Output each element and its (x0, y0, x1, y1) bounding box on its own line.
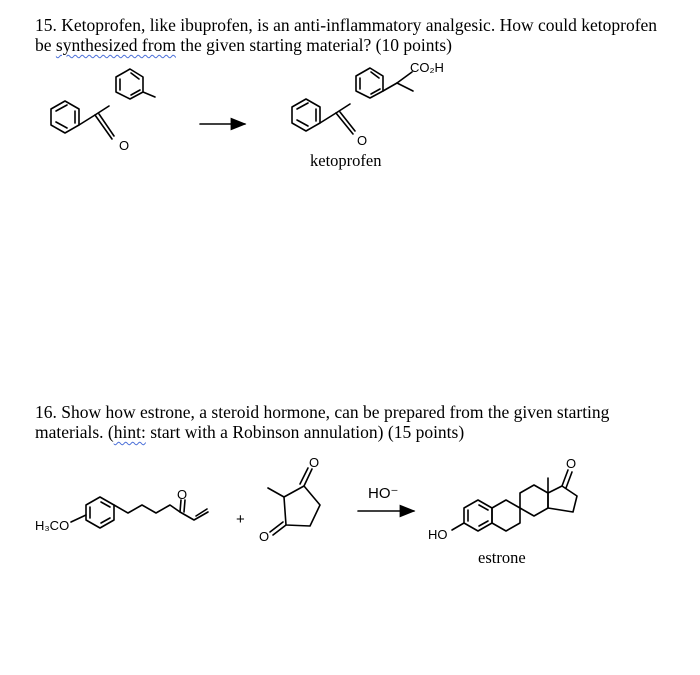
estrone-hydroxyl-bond (452, 523, 464, 530)
methyl-bond (143, 92, 155, 97)
bond-carbonyl-to-ring (95, 106, 109, 115)
estrone-ring-a (464, 500, 492, 531)
dione-bottom-oxygen-label: O (259, 529, 270, 544)
ketoprofen-bond-to-ch (383, 83, 397, 91)
estrone-label: estrone (478, 548, 526, 567)
alkyl-chain (114, 505, 180, 513)
enone-oxygen-label: O (177, 487, 188, 502)
methoxy-label: H₃CO (35, 518, 70, 533)
carbonyl-bond (95, 115, 112, 139)
question-16-line-2-end: start with a Robinson annulation) (15 points) (145, 422, 465, 442)
dione-bottom-carbonyl-double (270, 522, 283, 532)
ketoprofen-bond-ring-to-carbonyl (320, 113, 336, 123)
ketoprofen-structure (292, 60, 444, 148)
question-15-line-2-start: be (35, 35, 56, 55)
phenyl-ring-left (51, 101, 79, 133)
estrone-ketone-oxygen-label: O (566, 456, 577, 471)
spellcheck-flagged-hint[interactable]: hint: (113, 422, 146, 442)
dione-bottom-carbonyl (273, 525, 286, 535)
estrone-ring-d (548, 486, 577, 512)
ketoprofen-phenyl-ring-right (356, 68, 383, 98)
vinyl-bond (180, 512, 208, 520)
spellcheck-flagged-text[interactable]: synthesized from (55, 35, 176, 55)
starting-material-benzophenone (51, 69, 155, 153)
carboxylic-acid-label: CO₂H (410, 60, 444, 75)
ketoprofen-phenyl-ring-left (292, 99, 320, 131)
starting-material-cyclopentanedione (259, 455, 320, 544)
ketoprofen-bond-carbonyl-to-ring (336, 104, 350, 113)
dione-methyl-bond (268, 488, 284, 497)
ketoprofen-carbonyl-bond (336, 113, 353, 134)
question-16-line-2-start: materials. ( (35, 422, 114, 442)
question-16-line-1: 16. Show how estrone, a steroid hormone, can be prepared from the given starting (35, 402, 610, 422)
dione-top-oxygen-label: O (309, 455, 320, 470)
ketoprofen-label: ketoprofen (310, 151, 382, 170)
starting-material-methoxyphenyl-enone (35, 487, 208, 533)
plus-sign: + (236, 511, 245, 528)
estrone-hydroxyl-label: HO (428, 527, 448, 542)
cyclopentane-ring (284, 486, 320, 526)
estrone-structure (428, 456, 577, 542)
estrone-ring-b (492, 500, 520, 531)
ketoprofen-oxygen-label: O (357, 133, 368, 148)
bond-ring-to-carbonyl (79, 115, 95, 125)
base-reagent-label: HO⁻ (368, 485, 399, 502)
methoxyphenyl-ring (86, 497, 114, 528)
dione-top-carbonyl (304, 469, 312, 486)
ketone-oxygen-label: O (119, 138, 130, 153)
question-15-line-2-end: the given starting material? (10 points) (175, 35, 452, 55)
question-15-line-1: 15. Ketoprofen, like ibuprofen, is an anti-inflammatory analgesic. How could ketoprofen (35, 15, 658, 35)
ketoprofen-methyl-bond (397, 83, 413, 91)
methoxy-bond (71, 515, 86, 522)
estrone-ring-c (520, 485, 548, 516)
phenyl-ring-right (116, 69, 143, 99)
